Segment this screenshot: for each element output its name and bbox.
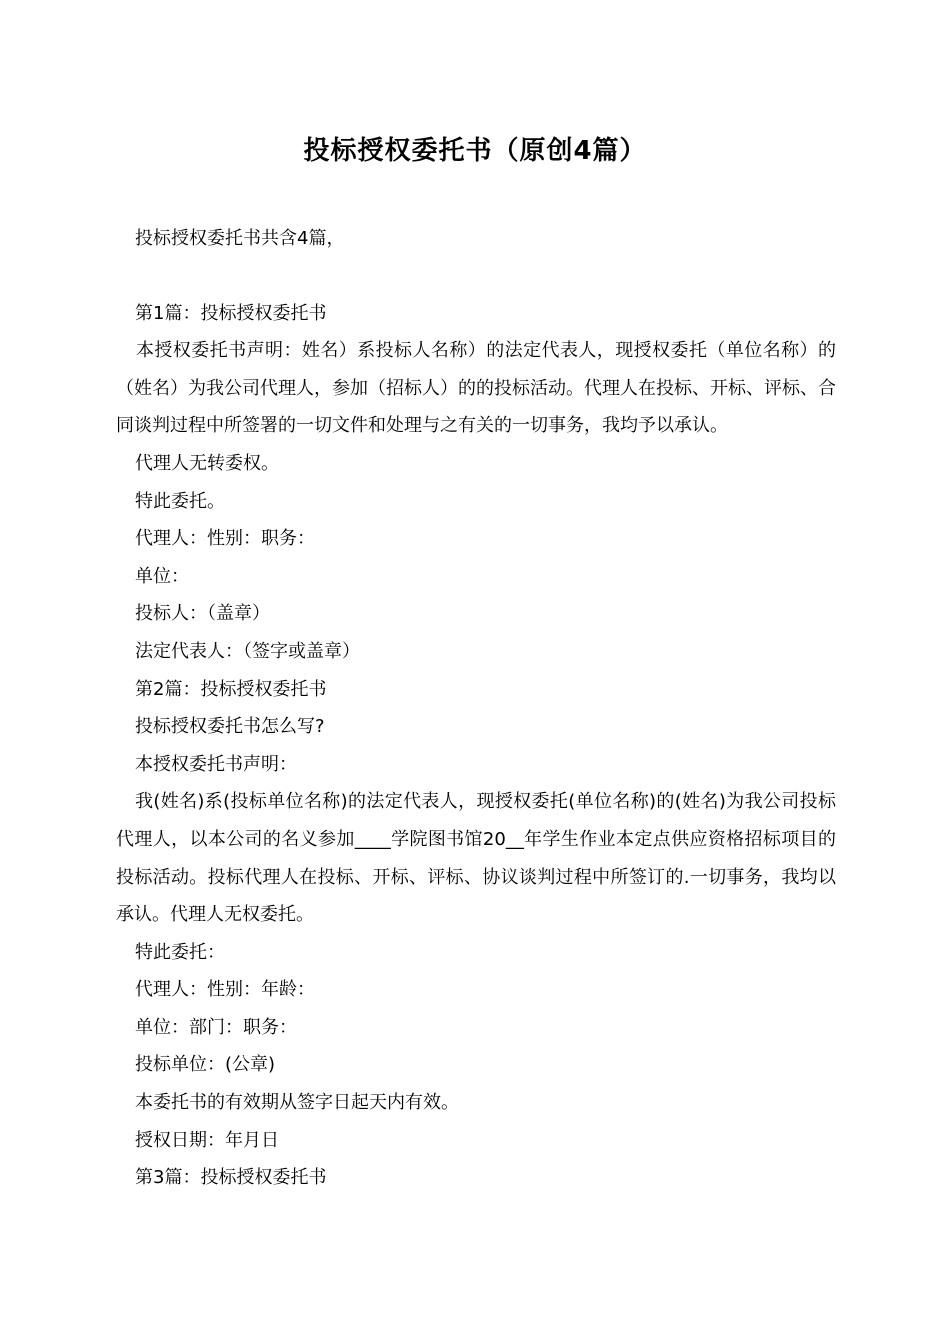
document-title: 投标授权委托书（原创4篇） xyxy=(303,136,647,166)
part2-validity: 本委托书的有效期从签字日起天内有效。 xyxy=(135,1092,459,1114)
part2-declaration: 我(姓名)系(投标单位名称)的法定代表人，现授权委托(单位名称)的(姓名)为我公司投标代理人，以本公司的名义参加____学院图书馆20__年学生作业本定点供应资格招标项目的投标活动。投标代理人在投标、开标、评标、协议谈判过程中所签订的.一切事务，我均以承认。代理人无权委托。 xyxy=(116,791,836,926)
part2-how-to-write: 投标授权委托书怎么写? xyxy=(135,716,325,738)
part1-bidder-line: 投标人：（盖章） xyxy=(135,603,270,625)
part1-unit-line: 单位： xyxy=(135,565,189,587)
part2-special: 特此委托： xyxy=(135,941,225,963)
part1-legal-rep-line: 法定代表人：（签字或盖章） xyxy=(135,640,360,662)
part1-agent-line: 代理人：性别：职务： xyxy=(135,528,315,550)
part1-special: 特此委托。 xyxy=(135,490,225,512)
part1-declaration: 本授权委托书声明：姓名）系投标人名称）的法定代表人，现授权委托（单位名称）的（姓名）为我公司代理人，参加（招标人）的的投标活动。代理人在投标、开标、评标、合同谈判过程中所签署的一切文件和处理与之有关的一切事务，我均予以承认。 xyxy=(116,340,836,437)
document-body xyxy=(116,220,836,1197)
part3-heading: 第3篇：投标授权委托书 xyxy=(135,1167,327,1189)
part2-agent-line: 代理人：性别：年龄： xyxy=(135,979,315,1001)
part2-unit-line: 单位：部门：职务： xyxy=(135,1016,297,1038)
part1-no-transfer: 代理人无转委权。 xyxy=(135,452,279,474)
part1-heading: 第1篇：投标授权委托书 xyxy=(135,302,327,324)
intro-paragraph: 投标授权委托书共含4篇， xyxy=(135,228,345,249)
part2-declaration-heading: 本授权委托书声明： xyxy=(135,753,297,775)
part2-date-line: 授权日期：年月日 xyxy=(135,1129,279,1151)
part2-bidder-unit-line: 投标单位：(公章) xyxy=(135,1054,276,1076)
part2-heading: 第2篇：投标授权委托书 xyxy=(135,678,327,700)
